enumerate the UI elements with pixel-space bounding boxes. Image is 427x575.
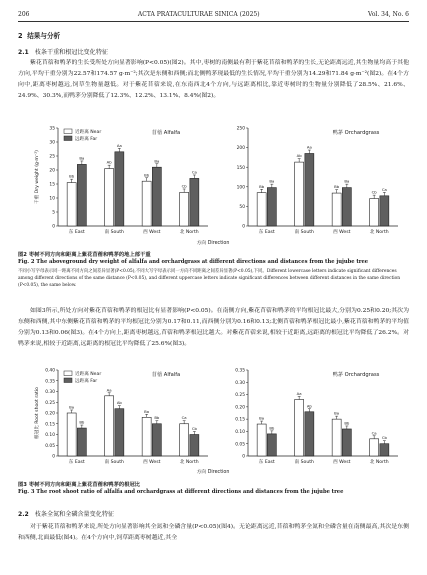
x-tick-label: 东 East [68,460,85,465]
significance-label: Cb [181,183,187,189]
chart-panel-2 [33,368,208,465]
y-tick-label: 0.25 [235,393,245,399]
figure-3-caption-zh: 图3 枣树不同方向和距离上紫花苜蓿和鸭茅的根冠比 [18,482,141,488]
y-tick-label: 0 [52,454,55,460]
x-tick-label: 东 East [68,230,85,235]
significance-label: Cb [381,435,387,441]
y-tick-label: 20 [49,168,55,174]
page-number: 206 [18,10,30,18]
significance-label: Ba [144,408,150,414]
significance-label: Aa [106,387,112,393]
y-tick-label: 5 [52,210,55,216]
legend-label: 远距离 Far [75,379,98,384]
figure-2-note: 不同小写字母表示同一距离不同方向之间差异显著(P<0.05),不同大写字母表示同一方向不同距离之间差异显著(P<0.05),下同。Different lowercase letters indicate significant differences among different directions of the same distance (P<0.05), and different uppercase letters indicate significant differences between different distances in the same direction (P<0.05), the same below. [18,269,401,288]
significance-label: Ca [381,186,387,192]
bar [190,435,199,457]
bar [77,428,86,456]
subsection-heading-1 [18,47,108,56]
bar [370,439,379,456]
bar [115,409,124,456]
significance-label: Aa [296,390,302,396]
significance-label: Bb [269,425,275,431]
y-tick-label: 0.10 [45,433,55,439]
significance-label: Ba [154,158,160,164]
figure-2-caption-en: Fig. 2 The aboveground dry weight of alfalfa and orchardgrass at different directions and distances from the jujube tree [18,259,369,265]
bar [332,193,341,226]
bar [257,424,266,456]
paragraph-1: 紫花苜蓿和鸭茅的生长受所处方向显著影响(P<0.05)(图2)。其中,枣树的南侧最有利于紫花苜蓿和鸭茅的生长,无论距离远近,其生物量均高于其他方向,平均干重分别为22.57和174.57 g·m⁻²;其次是东侧和西侧;而北侧鸭茅现最低的生长情况,平均干重分别为14.29和71.84 g·m⁻²(图2)。在4个方向中,距离枣树越远,饲草生物量越低。对于紫花苜蓿来说,在东南西北4个方向,与远距离相比,靠近枣树时的生物量分别降低了28.5%、21.6%、24.9%、30.3%,而鸭茅分别降低了12.3%、12.2%、13.1%、8.4%(图2)。 [18,60,409,99]
x-tick-label: 东 East [258,460,275,465]
subsection-title: 枝条全氮和全磷含量变化特征 [34,511,115,518]
legend-swatch [64,371,72,376]
header-rule [18,21,409,22]
y-tick-label: 0.05 [235,442,245,448]
y-tick-label: 10 [49,196,55,202]
significance-label: Bb [69,173,75,179]
bar [152,167,161,226]
figure-3-caption-en: Fig. 3 The root shoot ratio of alfalfa and orchardgrass at different directions and distances from the jujube tree [18,489,344,495]
y-tick-label: 0 [242,454,245,460]
y-tick-label: 0.40 [45,368,55,374]
bar [105,169,114,226]
legend-swatch [64,136,72,141]
bar [380,196,389,226]
significance-label: Bb [334,184,340,190]
bar [295,162,304,226]
y-tick-label: 0.20 [45,411,55,417]
y-tick-label: 0.20 [235,405,245,411]
x-axis-label: 方向 Direction [196,241,230,246]
bar [305,412,314,456]
y-tick-label: 150 [236,165,245,171]
y-tick-label: 200 [236,146,245,152]
x-tick-label: 西 West [143,230,161,235]
significance-label: Ba [259,415,265,421]
bar [67,183,76,226]
legend-label: 近距离 Near [75,372,102,377]
y-tick-label: 0 [242,224,245,230]
y-tick-label: 0.35 [235,368,245,374]
paragraph-2: 如图3所示,所处方向对紫花苜蓿和鸭茅的根冠比有显著影响(P<0.05)。在南侧方向,紫花苜蓿和鸭茅的平均根冠比最大,分别为0.25和0.20;其次为东侧和西侧,其中东侧紫花苜蓿和鸭茅的平均根冠比分别为0.17和0.11,而西侧分别为0.16和0.13;北侧苜蓿和鸭茅根冠比最小,紫花苜蓿和鸭茅的平均值分别为0.13和0.06(图3)。在4个方向上,距离枣树越远,苜蓿和鸭茅根冠比越大。对紫花苜蓿来说,相较于近距离,远距离的根冠比平均降低了26.2%。对鸭茅来说,相较于近距离,远距离的根冠比平均降低了25.6%(图3)。 [18,308,409,347]
bar [370,199,379,226]
significance-label: Cb [191,425,197,431]
y-tick-label: 0.35 [45,379,55,385]
bar [332,419,341,456]
bar [190,178,199,226]
bar [267,434,276,456]
legend-label: 远距离 Far [75,137,98,142]
section-title: 结果与分析 [27,32,61,40]
significance-label: Aa [306,144,312,150]
x-tick-label: 南 South [104,230,124,235]
significance-label: Bb [259,183,265,189]
y-tick-label: 0.05 [45,443,55,449]
x-axis-label: 方向 Direction [196,470,230,475]
y-tick-label: 25 [49,154,55,160]
significance-label: Ca [181,415,187,421]
bar [380,444,389,456]
x-tick-label: 北 North [179,460,199,465]
significance-label: Ba [344,178,350,184]
y-tick-label: 50 [239,205,245,210]
significance-label: Ba [79,155,85,161]
y-tick-label: 35 [49,126,55,132]
significance-label: Bb [154,415,160,421]
section-heading [18,30,60,40]
significance-label: Ba [334,410,340,416]
x-tick-label: 南 South [104,460,124,465]
x-tick-label: 北 North [369,460,389,465]
y-tick-label: 0.10 [235,430,245,436]
y-tick-label: 15 [49,182,55,188]
subsection-number: 2.2 [18,511,29,518]
significance-label: Bb [144,172,150,178]
bar [180,424,189,456]
bar [77,164,86,226]
running-header [18,9,409,19]
x-tick-label: 南 South [294,460,314,465]
significance-label: Ab [116,400,122,406]
bar [257,193,266,226]
bar [115,152,124,226]
bar [142,417,151,456]
y-tick-label: 100 [236,185,245,191]
significance-label: Bb [344,420,350,426]
y-axis-label: 干重 Dry weight (g·m⁻²) [35,150,40,204]
volume-info: Vol. 34, No. 6 [368,10,409,18]
section-number: 2 [18,32,23,40]
bar [342,429,351,456]
x-tick-label: 北 North [179,230,199,235]
journal-name: ACTA PRATACULTURAE SINICA (2025) [137,10,260,18]
y-tick-label: 0.15 [235,417,245,423]
bar [105,396,114,456]
chart-panel-1 [237,126,398,235]
y-axis-label: 根冠比 Root shoot ratio [35,387,40,439]
significance-label: Ca [191,169,197,175]
y-tick-label: 0.30 [45,390,55,396]
subsection-number: 2.1 [18,49,29,56]
significance-label: Ab [306,403,312,409]
panel-title: 鸭茅 Orchardgrass [332,130,380,136]
y-tick-label: 30 [49,140,55,146]
bar [142,181,151,226]
significance-label: Ab [106,159,112,165]
bar [305,153,314,226]
chart-panel-0 [33,126,208,235]
significance-label: Cb [371,189,377,195]
legend-swatch [64,129,72,134]
y-tick-label: 250 [236,126,245,132]
significance-label: Ba [69,404,75,410]
y-tick-label: 0.15 [45,422,55,428]
x-tick-label: 西 West [333,460,351,465]
panel-title: 鸭茅 Orchardgrass [332,372,380,378]
legend-label: 近距离 Near [75,130,102,135]
legend-swatch [64,378,72,383]
bar [267,188,276,226]
panel-title: 苜蓿 Alfalfa [151,372,181,378]
bar [342,188,351,226]
bar [67,413,76,456]
significance-label: Ab [296,153,302,159]
subsection-title: 枝条干重和根冠比变化特征 [34,49,108,56]
figure-3-charts [18,366,409,476]
subsection-heading-2 [18,509,114,518]
significance-label: Ca [371,430,377,436]
bar [180,192,189,226]
x-tick-label: 西 West [333,230,351,235]
significance-label: Bb [79,419,85,425]
y-tick-label: 0.30 [235,380,245,386]
paragraph-3: 对于紫花苜蓿和鸭茅来说,所处方向显著影响其全氮和全磷含量(P<0.05)(图4)。无论距离远近,苜蓿和鸭茅全氮和全磷含量在南侧最高,其次是东侧和西侧,北面最低(图4)。在4个方向中,饲草距离枣树越近,其全 [18,524,409,541]
y-tick-label: 0.25 [45,400,55,406]
figure-2-charts [18,124,409,247]
panel-title: 苜蓿 Alfalfa [151,130,181,136]
x-tick-label: 北 North [369,230,389,235]
y-tick-label: 0 [52,224,55,230]
x-tick-label: 南 South [294,230,314,235]
significance-label: Ba [269,178,275,184]
figure-2-caption-zh: 图2 枣树不同方向和距离上紫花苜蓿和鸭茅的地上部干重 [18,252,151,258]
x-tick-label: 东 East [258,230,275,235]
bar [295,399,304,456]
x-tick-label: 西 West [143,460,161,465]
bar [152,424,161,456]
chart-panel-3 [235,368,398,465]
significance-label: Aa [116,142,122,148]
